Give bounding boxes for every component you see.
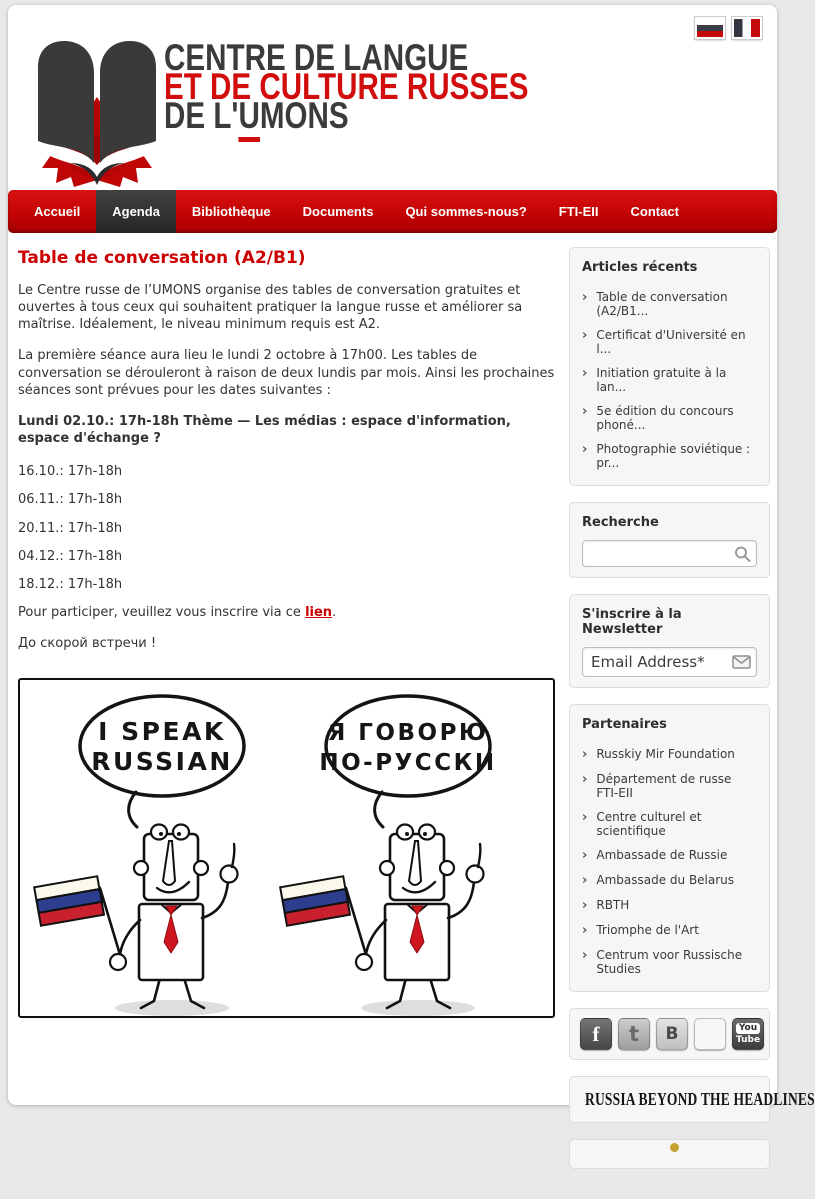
partner-label: Centre culturel et scientifique [596,810,702,838]
bottom-partner-banner[interactable] [569,1139,770,1169]
right-speech-bubble-line1: Я ГОВОРЮ [327,720,489,747]
page-card [8,5,815,1109]
site-title-line2: ET DE CULTURE RUSSES [164,66,529,107]
youtube-icon-top: You [736,1023,760,1034]
recent-article-label: Certificat d'Université en l... [596,328,746,356]
nav-item-contact[interactable]: Contact [630,204,679,219]
chevron-icon: › [582,848,588,863]
search-title: Recherche [582,515,659,530]
recent-article-label: Table de conversation (A2/B1... [596,290,728,318]
envelope-icon[interactable] [732,655,751,669]
partner-label: Ambassade de Russie [596,848,728,862]
facebook-icon[interactable]: f [580,1018,612,1050]
article-main [18,247,557,1169]
nav-item-qui-sommes-nous[interactable]: Qui sommes-nous? [405,204,527,219]
partner-logo-fragment [670,1143,679,1152]
site-title-line3-post: MONS [259,95,349,136]
chevron-icon: › [582,290,588,305]
newsletter-widget [569,594,770,688]
i-speak-russian-cartoon [20,680,553,1016]
youtube-icon-bottom: Tube [735,1035,761,1045]
nav-item-agenda[interactable]: Agenda [96,190,176,233]
partner-link[interactable] [582,943,757,981]
vkontakte-icon[interactable]: B [656,1018,688,1050]
youtube-icon[interactable] [732,1018,764,1050]
recent-articles-widget [569,247,770,486]
twitter-icon[interactable]: t [618,1018,650,1050]
chevron-icon: › [582,923,588,938]
session-date: 16.10.: 17h-18h [18,464,123,480]
signup-line [18,604,557,621]
left-speech-bubble-line1: I SPEAK [98,717,226,747]
site-header [8,5,777,190]
article-theme-line: Lundi 02.10.: 17h-18h Thème — Les médias : espace d'information, espace d'échange ? [18,413,511,447]
partner-label: Russkiy Mir Foundation [596,747,735,761]
social-links-widget [569,1008,770,1060]
french-flag-icon[interactable] [732,17,762,39]
chevron-icon: › [582,747,588,762]
newsletter-email-input[interactable] [582,647,757,677]
sidebar [569,247,815,1169]
site-title-line3 [164,95,529,136]
left-speech-bubble-line2: RUSSIAN [91,747,233,777]
chevron-icon: › [582,366,588,381]
partner-label: Triomphe de l'Art [596,923,699,937]
nav-item-fti-eii[interactable]: FTI-EII [558,204,599,219]
article-title: Table de conversation (A2/B1) [18,248,306,268]
site-title-underlined-u: U [238,95,259,142]
recent-article-link[interactable] [582,399,757,437]
partner-label: Ambassade du Belarus [596,873,735,887]
partner-link[interactable] [582,918,757,943]
nav-item-documents[interactable]: Documents [302,204,374,219]
cartoon-image [18,678,555,1018]
partner-label: RBTH [596,898,630,912]
rbth-banner[interactable] [569,1076,815,1123]
main-navigation [8,190,777,233]
partner-link[interactable] [582,805,757,843]
delicious-icon[interactable] [694,1018,726,1050]
recent-article-label: 5e édition du concours phoné... [596,404,734,432]
article-paragraph-1: Le Centre russe de l’UMONS organise des tables de conversation gratuites et ouvertes à tous ceux qui souhaitent pratiquer la langue russe et améliorer sa maîtrise. Idéalement, le niveau minimum requis est A2. [18,283,523,333]
russian-flag-icon[interactable] [695,17,725,39]
rbth-banner-text: RUSSIA BEYOND THE HEADLINES [585,1089,815,1109]
search-widget [569,502,770,578]
nav-item-accueil[interactable]: Accueil [34,204,81,219]
signup-suffix: . [332,605,337,621]
partner-link[interactable] [582,868,757,893]
partner-label: Département de russe FTI-EII [596,772,732,800]
recent-article-link[interactable] [582,361,757,399]
site-title [164,37,620,136]
recent-article-link[interactable] [582,285,757,323]
session-date: 04.12.: 17h-18h [18,548,123,564]
site-title-line3-pre: DE L' [164,95,239,136]
chevron-icon: › [582,873,588,888]
chevron-icon: › [582,810,588,825]
partner-link[interactable] [582,742,757,767]
chevron-icon: › [582,404,588,419]
chevron-icon: › [582,328,588,343]
partner-link[interactable] [582,767,757,805]
farewell-line: До скорой встречи ! [18,636,157,652]
partner-label: Centrum voor Russische Studies [596,948,743,976]
site-title-line1: CENTRE DE LANGUE [164,37,469,78]
session-date: 06.11.: 17h-18h [18,492,123,508]
chevron-icon: › [582,948,588,963]
partner-link[interactable] [582,893,757,918]
recent-article-label: Initiation gratuite à la lan... [596,366,727,394]
chevron-icon: › [582,442,588,457]
partner-link[interactable] [582,843,757,868]
chevron-icon: › [582,898,588,913]
nav-item-bibliotheque[interactable]: Bibliothèque [191,204,271,219]
search-input[interactable] [582,540,757,567]
signup-link[interactable]: lien [305,605,333,621]
signup-prefix: Pour participer, veuillez vous inscrire via ce [18,605,306,621]
chevron-icon: › [582,772,588,787]
session-date: 20.11.: 17h-18h [18,520,123,536]
language-switcher [695,17,762,39]
partners-widget [569,704,770,992]
recent-article-link[interactable] [582,323,757,361]
right-speech-bubble-line2: ПО-РУССКИ [319,750,497,777]
partners-title: Partenaires [582,717,667,732]
recent-article-label: Photographie soviétique : pr... [596,442,751,470]
article-paragraph-2: La première séance aura lieu le lundi 2 octobre à 17h00. Les tables de conversation se dérouleront à raison de deux lundis par mois. Ainsi les prochaines séances sont prévues pour les dates suivantes : [18,348,555,398]
recent-articles-title: Articles récents [582,260,698,275]
site-logo-book-sun-icon[interactable] [30,37,165,187]
newsletter-title: S'inscrire à la Newsletter [582,607,682,637]
session-date: 18.12.: 17h-18h [18,576,123,592]
search-icon[interactable] [734,545,751,562]
recent-article-link[interactable] [582,437,757,475]
